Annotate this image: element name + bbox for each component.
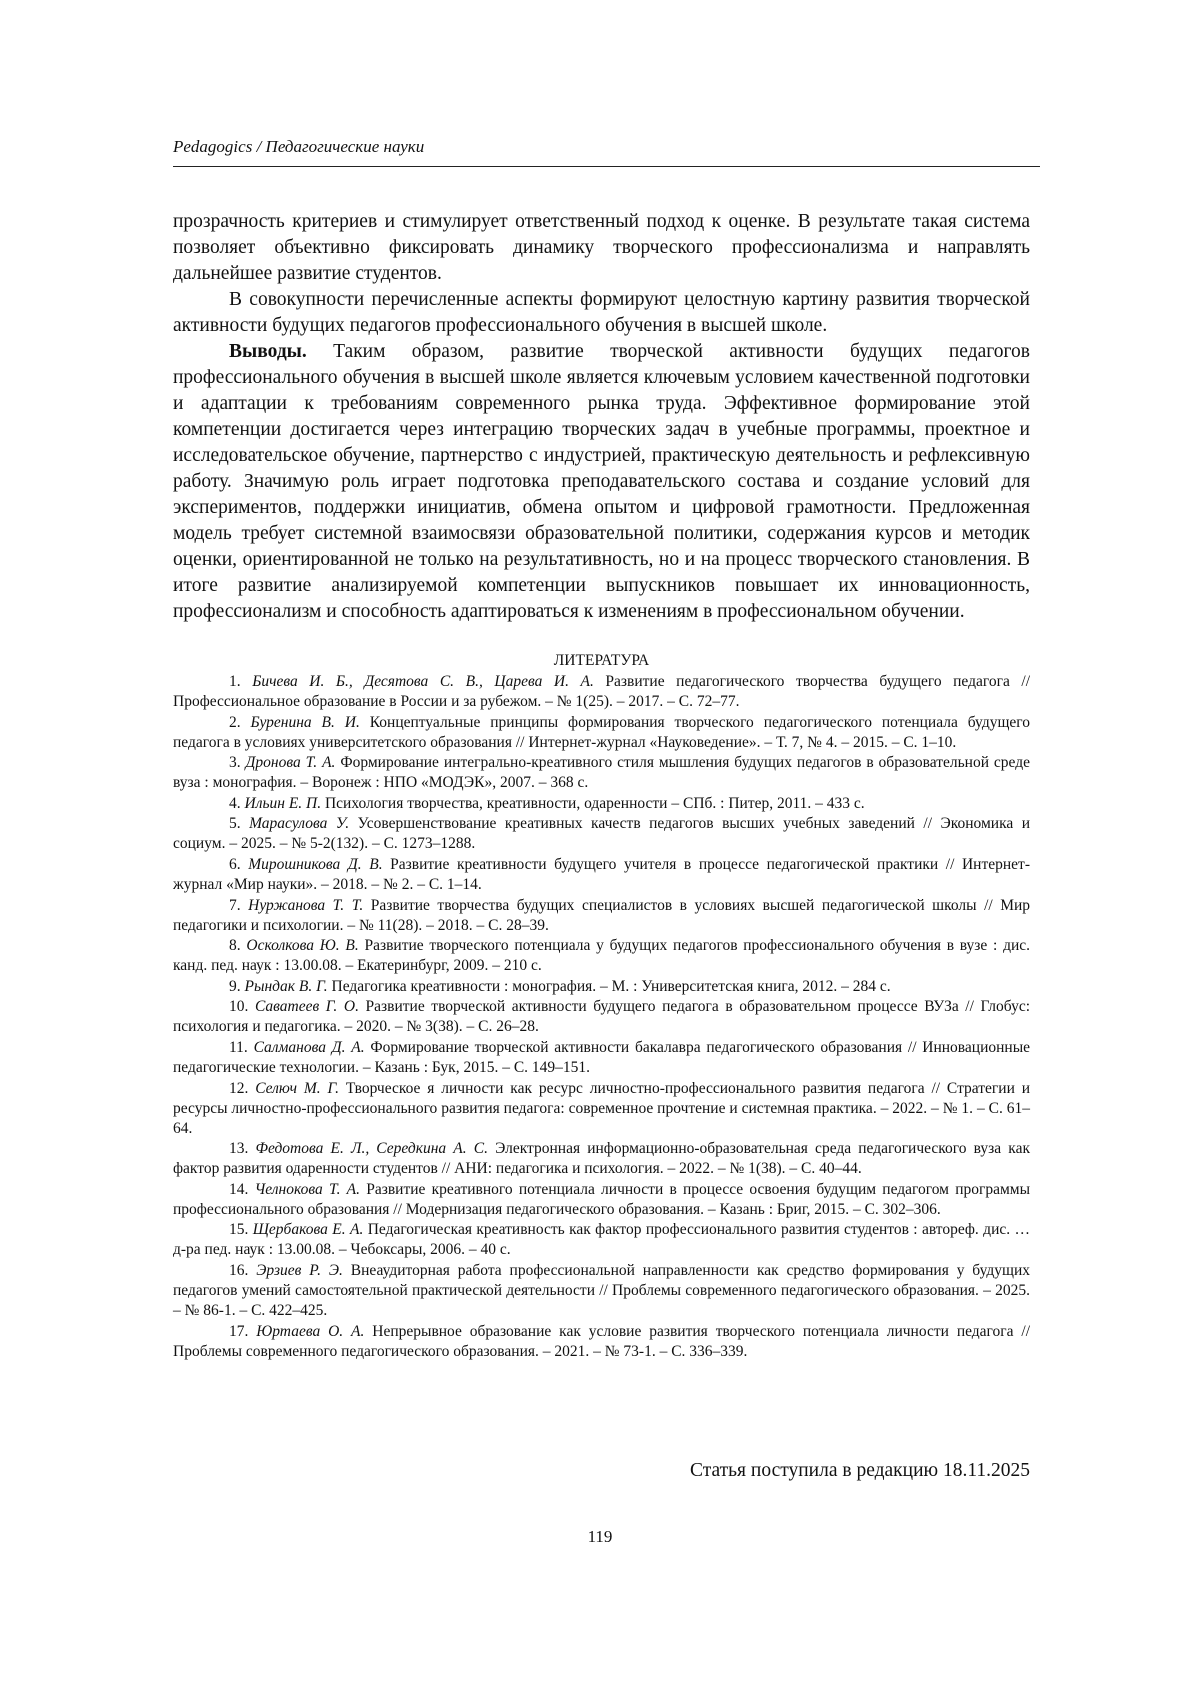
header-divider [173, 166, 1040, 167]
reference-authors: Салманова Д. А. [253, 1038, 365, 1056]
reference-authors: Дронова Т. А. [245, 754, 336, 772]
reference-item [173, 794, 1030, 814]
paragraph-conclusions [173, 339, 1030, 625]
reference-text: Развитие творчества будущих специалистов в условиях высшей педагогической школы // Мир педагогики и психологии. – № 11(28). – 2018. – С. 28–39. [173, 896, 1031, 934]
reference-number: 2. [229, 713, 241, 731]
reference-text: Педагогическая креативность как фактор профессионального развития студентов : автореф. дис. … д-ра пед. наук : 13.00.08. – Чебоксары, 2006. – 40 с. [173, 1221, 1030, 1259]
reference-item [173, 1139, 1030, 1179]
reference-item [173, 1261, 1030, 1321]
reference-number: 17. [229, 1322, 249, 1340]
reference-text: Электронная информационно-образовательная среда педагогического вуза как фактор развития одаренности студентов // АНИ: педагогика и психология. – 2022. – № 1(38). – С. 40–44. [173, 1140, 1030, 1178]
conclusions-lead: Выводы. [229, 341, 307, 362]
reference-number: 1. [229, 673, 241, 690]
reference-number: 11. [229, 1038, 248, 1056]
reference-item [173, 855, 1030, 895]
reference-text: Усовершенствование креативных качеств педагогов высших учебных заведений // Экономика и социум. – 2025. – № 5-2(132). – С. 1273–1288. [173, 815, 1031, 853]
reference-item [173, 997, 1030, 1037]
reference-number: 4. [229, 794, 241, 812]
reference-item [173, 753, 1030, 793]
reference-item [173, 672, 1030, 712]
reference-number: 13. [229, 1140, 249, 1158]
reference-text: Психология творчества, креативности, одаренности – СПб. : Питер, 2011. – 433 с. [321, 794, 865, 812]
paragraph-summary: В совокупности перечисленные аспекты формируют целостную картину развития творческой активности будущих педагогов профессионального обучения в высшей школе. [173, 289, 1030, 336]
reference-number: 14. [229, 1180, 249, 1198]
references-list [173, 672, 1030, 1362]
reference-authors: Щербакова Е. А. [252, 1221, 364, 1239]
reference-authors: Осколкова Ю. В. [246, 937, 359, 955]
reference-authors: Ильин Е. П. [244, 794, 322, 812]
reference-number: 10. [229, 998, 249, 1016]
reference-number: 8. [229, 937, 241, 955]
reference-authors: Селюч М. Г. [255, 1079, 340, 1097]
reference-text: Творческое я личности как ресурс личностно-профессионального развития педагога // Стратегии и ресурсы личностно-профессионального развития педагога: современное прочтение и системная практика. – 2022. – № 1. – С. 61–64. [173, 1079, 1031, 1137]
reference-text: Концептуальные принципы формирования творческого педагогического потенциала будущего педагога в условиях университетского образования // Интернет-журнал «Науковедение». – Т. 7, № 4. – 2015. – С. 1–10. [173, 713, 1030, 751]
reference-item [173, 1220, 1030, 1260]
reference-text: Педагогика креативности : монография. – М. : Университетская книга, 2012. – 284 с. [327, 977, 891, 995]
reference-authors: Эрзиев Р. Э. [256, 1261, 343, 1279]
reference-item [173, 1180, 1030, 1220]
reference-text: Непрерывное образование как условие развития творческого потенциала личности педагога // Проблемы современного педагогического образования. – 2021. – № 73-1. – С. 336–339. [173, 1322, 1031, 1360]
reference-text: Развитие творческого потенциала у будущих педагогов профессионального обучения в вузе : дис. канд. пед. наук : 13.00.08. – Екатеринбург, 2009. – 210 с. [173, 937, 1031, 975]
reference-number: 3. [229, 754, 241, 772]
reference-authors: Челнокова Т. А. [254, 1180, 361, 1198]
conclusions-text: Таким образом, развитие творческой активности будущих педагогов профессионального обучения в высшей школе является ключевым условием качественной подготовки и адаптации к требованиям современного рынка труда. Эффективное формирование этой компетенции достигается через интеграцию творческих задач в учебные программы, проектное и исследовательское обучение, партнерство с индустрией, практическую деятельность и рефлексивную работу. Значимую роль играет подготовка преподавательского состава и создание условий для экспериментов, поддержки инициатив, обмена опытом и цифровой грамотности. Предложенная модель требует системной взаимосвязи образовательной политики, содержания курсов и методик оценки, ориентированной не только на результативность, но и на процесс творческого становления. В итоге развитие анализируемой компетенции выпускников повышает их инновационность, профессионализм и способность адаптироваться к изменениям в профессиональном обучении. [173, 341, 1030, 622]
reference-item [173, 1038, 1030, 1078]
article-body [173, 209, 1030, 625]
reference-item [173, 1079, 1030, 1139]
received-date: Статья поступила в редакцию 18.11.2025 [689, 1460, 1030, 1481]
page-number: 119 [587, 1527, 613, 1546]
reference-number: 15. [229, 1221, 249, 1239]
reference-authors: Бичева И. Б., Десятова С. В., Царева И. А. [252, 673, 594, 690]
reference-number: 5. [229, 815, 241, 833]
reference-authors: Мирошникова Д. В. [248, 855, 383, 873]
reference-item [173, 896, 1030, 936]
reference-authors: Марасулова У. [249, 815, 350, 833]
reference-item [173, 814, 1030, 854]
reference-number: 6. [229, 855, 241, 873]
reference-item [173, 977, 1030, 997]
reference-authors: Саватеев Г. О. [254, 998, 359, 1016]
paragraph-continuation: прозрачность критериев и стимулирует ответственный подход к оценке. В результате такая система позволяет объективно фиксировать динамику творческого профессионализма и направлять дальнейшее развитие студентов. [173, 211, 1030, 284]
reference-text: Развитие креативности будущего учителя в процессе педагогической практики // Интернет-журнал «Мир науки». – 2018. – № 2. – С. 1–14. [173, 855, 1030, 893]
reference-authors: Юртаева О. А. [256, 1322, 365, 1340]
references-heading: ЛИТЕРАТУРА [553, 652, 650, 669]
reference-text: Формирование интегрально-креативного стиля мышления будущих педагогов в образовательной среде вуза : монография. – Воронеж : НПО «МОДЭК», 2007. – 368 с. [173, 754, 1030, 792]
reference-text: Развитие творческой активности будущего педагога в образовательном процессе ВУЗа // Глобус: психология и педагогика. – 2020. – № 3(38). – С. 26–28. [173, 998, 1031, 1036]
reference-authors: Рындак В. Г. [244, 977, 328, 995]
running-header: Pedagogics / Педагогические науки [173, 137, 425, 156]
reference-text: Развитие креативного потенциала личности в процессе освоения будущим педагогом программы профессионального образования // Модернизация педагогического образования. – Казань : Бриг, 2015. – С. 302–306. [173, 1180, 1031, 1218]
reference-item [173, 1322, 1030, 1362]
reference-item [173, 936, 1030, 976]
reference-authors: Нуржанова Т. Т. [248, 896, 364, 914]
reference-item [173, 713, 1030, 753]
reference-number: 12. [229, 1079, 249, 1097]
reference-authors: Буренина В. И. [250, 713, 360, 731]
reference-text: Внеаудиторная работа профессиональной направленности как средство формирования у будущих педагогов умений самостоятельной практической деятельности // Проблемы современного педагогического образования. – 2025. – № 86-1. – С. 422–425. [173, 1261, 1030, 1319]
reference-authors: Федотова Е. Л., Середкина А. С. [255, 1140, 488, 1158]
reference-text: Формирование творческой активности бакалавра педагогического образования // Инновационные педагогические технологии. – Казань : Бук, 2015. – С. 149–151. [173, 1038, 1030, 1076]
reference-number: 16. [229, 1261, 249, 1279]
reference-text: Развитие педагогического творчества будущего педагога // Профессиональное образование в России и за рубежом. – № 1(25). – 2017. – С. 72–77. [173, 673, 1030, 710]
reference-number: 9. [229, 977, 241, 995]
reference-number: 7. [229, 896, 241, 914]
